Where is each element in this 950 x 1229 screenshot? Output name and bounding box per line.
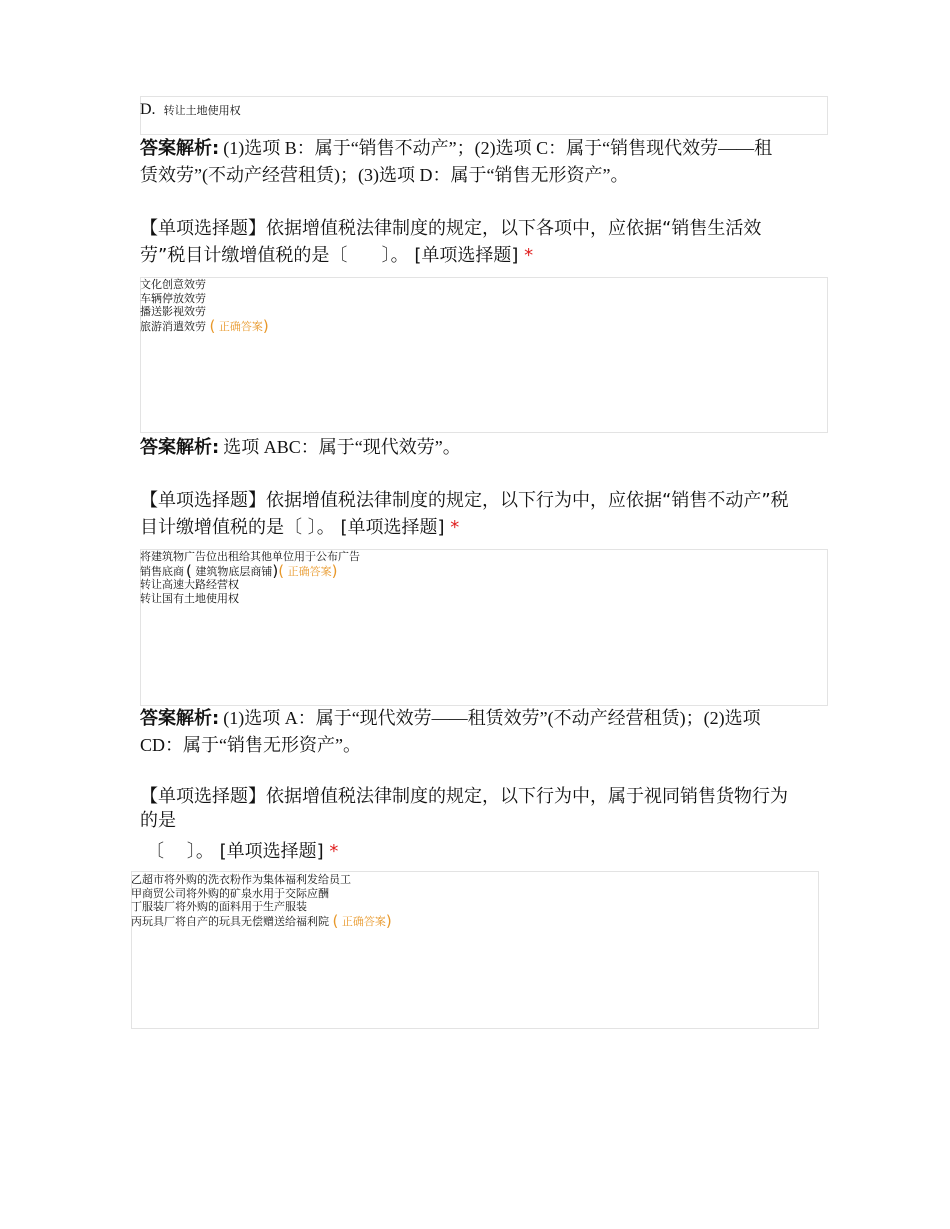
analysis-line: (1)选项 A：属于“现代效劳——租赁效劳”(不动产经营租赁)；(2)选项: [223, 708, 761, 728]
question-line: 目计缴增值税的是〔 〕。 [单项选择题]: [140, 517, 445, 538]
analysis-line: CD：属于“销售无形资产”。: [140, 735, 361, 755]
correct-answer-mark: ( 正确答案): [209, 316, 269, 335]
question-q1: [140, 215, 830, 269]
question-q3-tail: [146, 838, 338, 865]
correct-answer-mark: ( 正确答案): [278, 561, 338, 580]
option-d[interactable]: 转让国有土地使用权: [140, 591, 239, 605]
option-box-q0: [140, 96, 828, 135]
question-line: 劳”税目计缴增值税的是〔 〕。 [单项选择题]: [140, 245, 519, 266]
option-a[interactable]: 乙超市将外购的洗衣粉作为集体福利发给员工: [131, 873, 351, 886]
option-letter: D.: [140, 101, 156, 118]
option-d[interactable]: [140, 316, 269, 335]
analysis-line: (1)选项 B：属于“销售不动产”；(2)选项 C：属于“销售现代效劳——租: [223, 138, 773, 158]
question-line: 的是: [140, 810, 176, 831]
options-list-q1: [140, 278, 269, 333]
options-list-q2: [140, 550, 360, 605]
question-line: 〔 〕。 [单项选择题]: [146, 841, 324, 862]
option-c[interactable]: 丁服装厂将外购的面料用于生产服装: [131, 900, 307, 913]
option-d[interactable]: [131, 911, 392, 930]
analysis-text: 选项 ABC：属于“现代效劳”。: [223, 437, 461, 457]
analysis-label: 答案解析:: [140, 138, 220, 159]
option-c[interactable]: 转让高速大路经营权: [140, 578, 239, 591]
required-star: *: [329, 841, 339, 862]
analysis-line: 赁效劳”(不动产经营租赁)；(3)选项 D：属于“销售无形资产”。: [140, 165, 629, 185]
option-text: 丙玩具厂将自产的玩具无偿赠送给福利院: [131, 914, 329, 928]
required-star: *: [450, 517, 460, 538]
correct-answer-mark: ( 正确答案): [332, 911, 392, 930]
option-a[interactable]: 将建筑物广告位出租给其他单位用于公布广告: [140, 550, 360, 563]
answer-analysis-q2: [140, 705, 830, 759]
option-text: 旅游消遣效劳: [140, 319, 206, 333]
question-line: 【单项选择题】依据增值税法律制度的规定，以下各项中，应依据“销售生活效: [140, 218, 762, 239]
question-line: 【单项选择题】依据增值税法律制度的规定，以下行为中，应依据“销售不动产”税: [140, 490, 789, 511]
option-b[interactable]: 车辆停放效劳: [140, 291, 206, 305]
question-q3: [140, 785, 830, 833]
answer-analysis-q0: [140, 135, 830, 189]
answer-analysis-q1: [140, 434, 461, 461]
option-text: 转让土地使用权: [163, 104, 241, 117]
option-b[interactable]: 甲商贸公司将外购的矿泉水用于交际应酬: [131, 886, 329, 900]
option-a[interactable]: 文化创意效劳: [140, 278, 206, 291]
options-list-q3: [131, 873, 392, 928]
analysis-label: 答案解析:: [140, 437, 220, 458]
option-d[interactable]: [140, 99, 241, 119]
question-line: 【单项选择题】依据增值税法律制度的规定，以下行为中，属于视同销售货物行为: [140, 786, 788, 807]
option-c[interactable]: 播送影视效劳: [140, 305, 206, 318]
option-b[interactable]: 销售底商 ( 建筑物底层商铺)( 正确答案): [140, 561, 338, 580]
analysis-label: 答案解析:: [140, 708, 220, 729]
required-star: *: [524, 245, 534, 266]
question-q2: [140, 487, 830, 541]
option-text: 销售底商: [140, 564, 184, 578]
option-paren-text: 建筑物底层商铺: [195, 564, 273, 578]
